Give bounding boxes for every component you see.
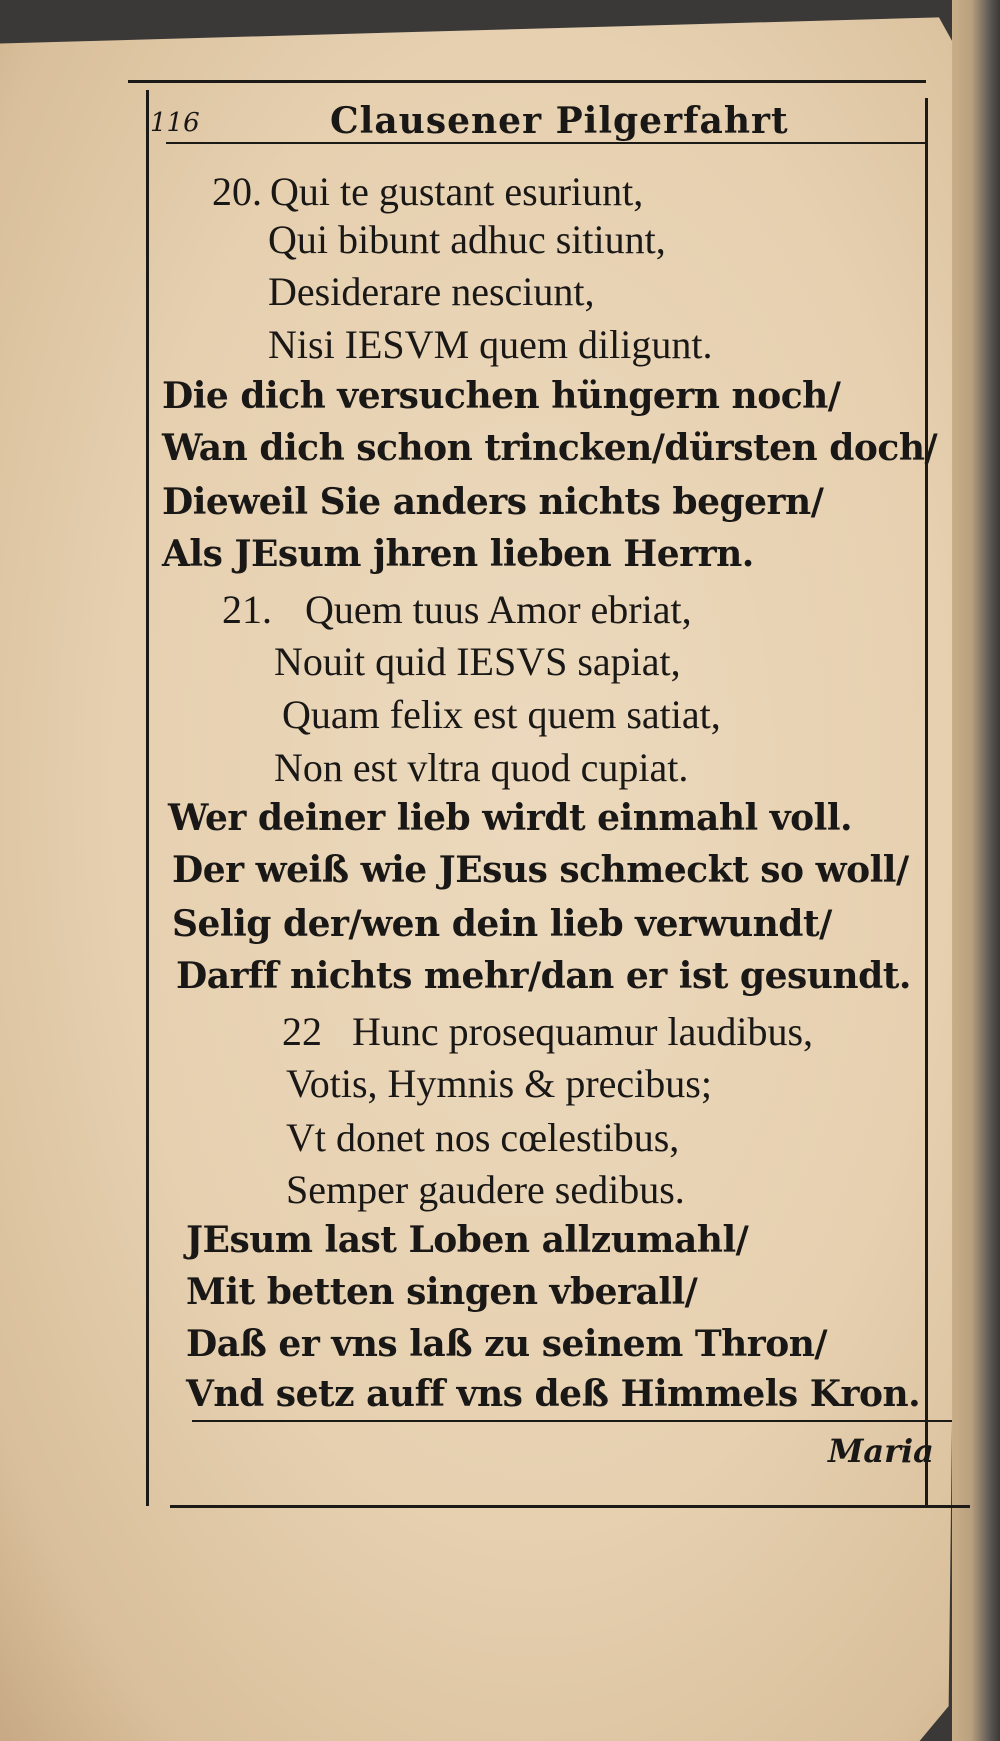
german-line: Wan dich schon trincken/dürsten doch/	[162, 427, 938, 469]
page-number: 116	[150, 108, 200, 138]
german-line: Darff nichts mehr/dan er ist gesundt.	[176, 955, 911, 997]
frame-left-rule	[146, 90, 149, 1506]
running-title: Clausener Pilgerfahrt	[330, 100, 789, 142]
german-line: JEsum last Loben allzumahl/	[186, 1219, 749, 1261]
latin-line: Vt donet nos cœlestibus,	[286, 1115, 680, 1160]
latin-line: Desiderare nesciunt,	[268, 269, 595, 314]
german-line: Vnd setz auff vns deß Himmels Kron.	[186, 1373, 921, 1415]
header-rule	[166, 142, 926, 144]
latin-line: Nisi IESVM quem diligunt.	[268, 322, 713, 367]
frame-top-rule	[128, 80, 926, 83]
german-line: Der weiß wie JEsus schmeckt so woll/	[172, 849, 909, 891]
german-line: Daß er vns laß zu seinem Thron/	[186, 1323, 828, 1365]
catchword: Maria	[828, 1432, 934, 1470]
latin-line: Semper gaudere sedibus.	[286, 1167, 685, 1212]
german-line: Mit betten singen vberall/	[186, 1271, 698, 1313]
footer-rule	[192, 1420, 952, 1422]
latin-line: Nouit quid IESVS sapiat,	[274, 639, 681, 684]
latin-line: Non est vltra quod cupiat.	[274, 745, 689, 790]
stanza-number: 20.	[212, 169, 262, 214]
latin-line: Hunc prosequamur laudibus,	[352, 1009, 814, 1054]
german-line: Die dich versuchen hüngern noch/	[162, 375, 841, 417]
page-edge	[952, 0, 1000, 1741]
german-line: Selig der/wen dein lieb verwundt/	[172, 903, 832, 945]
latin-line: Quem tuus Amor ebriat,	[305, 587, 692, 632]
stanza-number: 21.	[222, 587, 272, 632]
latin-line: Quam felix est quem satiat,	[282, 692, 721, 737]
german-line: Dieweil Sie anders nichts begern/	[162, 481, 824, 523]
german-line: Als JEsum jhren lieben Herrn.	[162, 533, 754, 575]
stanza-number: 22	[282, 1009, 322, 1054]
frame-bottom-rule	[170, 1505, 970, 1508]
latin-line: Qui te gustant esuriunt,	[270, 169, 644, 214]
frame-right-rule	[925, 98, 928, 1506]
latin-line: Qui bibunt adhuc sitiunt,	[268, 217, 666, 262]
latin-line: Votis, Hymnis & precibus;	[286, 1061, 712, 1106]
german-line: Wer deiner lieb wirdt einmahl voll.	[168, 797, 853, 839]
